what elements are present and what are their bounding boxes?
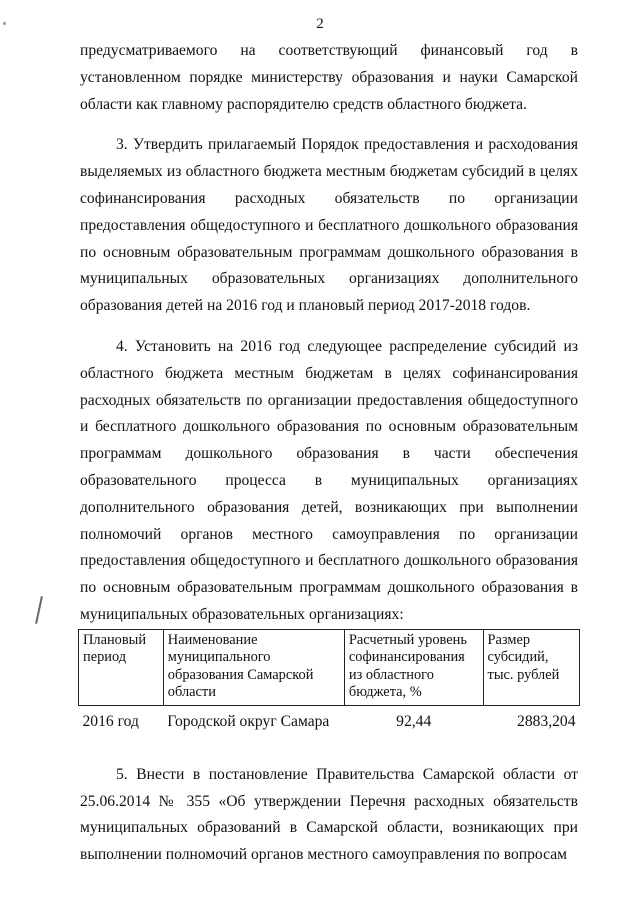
page-number: 2 [316,16,324,32]
table-header-row [79,629,580,705]
cell-municipality: Городской округ Самара [167,712,330,730]
cell-cofinancing: 92,44 [396,712,432,730]
handwritten-margin-mark [35,596,43,624]
subsidy-table [78,629,580,732]
header-planned-period: Плановый период [79,629,164,705]
header-subsidy-amount: Размер субсидий, тыс. рублей [483,629,579,705]
paragraph-item-4: 4. Установить на 2016 год следующее распределение субсидий из областного бюджета местным бюджетам в целях софинансирования расходных обязательств по организации предоставления общедоступного и бесплатного дошкольного образования по основным образовательным программам дошкольного образования в части обеспечения образовательного процесса в муниципальных организациях дополнительного образования детей, возникающих при выполнении полномочий органов местного самоуправления по организации предоставления общедоступного и бесплатного дошкольного образования по основным образовательным программам дошкольного образования в муниципальных образовательных организациях: [80,337,578,623]
header-cofinancing-level: Расчетный уровень софинансирования из областного бюджета, % [344,629,483,705]
paragraph-continuation: предусматриваемого на соответствующий финансовый год в установленном порядке министерству образования и науки Самарской области как главному распорядителю средств областного бюджета. [80,42,578,113]
document-body [80,38,578,883]
paragraph-item-3: 3. Утвердить прилагаемый Порядок предоставления и расходования выделяемых из областного бюджета местным бюджетам субсидий в целях софинансирования расходных обязательств по организации предоставления общедоступного и бесплатного дошкольного образования по основным образовательным программам дошкольного образования в муниципальных образовательных организациях дополнительного образования детей на 2016 год и плановый период 2017-2018 годов. [80,136,578,315]
table-row [79,705,580,732]
cell-subsidy: 2883,204 [517,712,576,730]
paragraph-item-5: 5. Внести в постановление Правительства Самарской области от 25.06.2014 № 355 «Об утверждении Перечня расходных обязательств муниципальных образований в Самарской области, возникающих при выполнении полномочий органов местного самоуправления по вопросам [80,765,578,864]
header-municipality-name: Наименование муниципального образования Самарской области [163,629,344,705]
cell-period: 2016 год [82,712,139,730]
